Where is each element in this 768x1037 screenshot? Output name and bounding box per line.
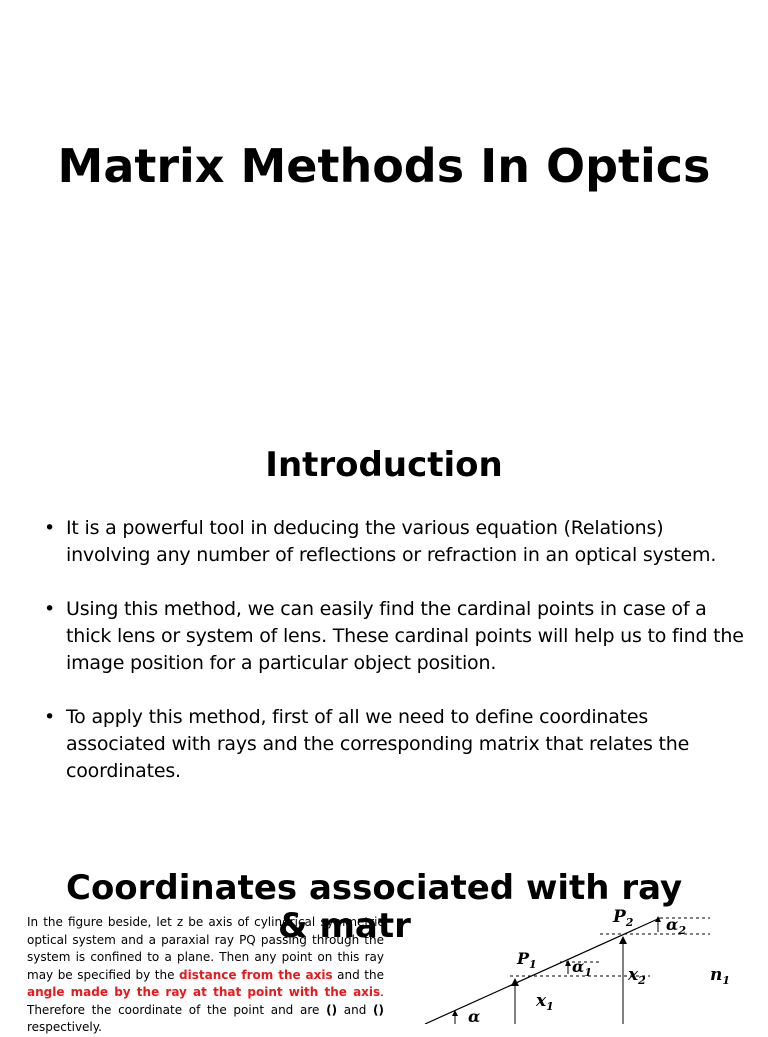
label-x2: $x_2$ xyxy=(628,965,646,987)
label-n1: $n_1$ xyxy=(710,965,731,987)
x2-arrowhead xyxy=(619,936,627,944)
page-title xyxy=(0,140,768,192)
para-text-1: In the figure beside, let z be axis of cylindrical symmetric optical system and a paraxial ray PQ passing through the system is confined to a plane. Then any point on this ray may be specified by the xyxy=(27,915,384,982)
para-text-3: . Therefore the coordinate of the point and are xyxy=(27,985,384,1017)
para-highlight-distance: distance from the axis xyxy=(179,967,333,982)
coordinates-section-title-line2: & matr xyxy=(278,906,411,946)
bullet-text: Using this method, we can easily find the cardinal points in case of a thick lens or system of lens. These cardinal points will help us to find the image position for a particular object position. xyxy=(66,598,744,674)
para-text-4: and xyxy=(337,1002,374,1017)
label-p1: $P_1$ xyxy=(517,949,537,971)
label-alpha1: $\alpha_1$ xyxy=(572,957,592,979)
page-title-text: Matrix Methods In Optics xyxy=(57,139,711,193)
para-text-2: and the xyxy=(332,967,385,982)
bullet-dot: • xyxy=(44,598,56,620)
alpha2-arrowhead xyxy=(655,916,661,922)
section-title: Introduction xyxy=(265,445,503,485)
bullet-dot: • xyxy=(44,517,56,539)
para-text-5: respectively. xyxy=(27,1020,102,1034)
bullet-item xyxy=(44,596,744,677)
coordinates-section-title: Coordinates associated with ray xyxy=(66,868,683,908)
para-paren-2: () xyxy=(373,1002,384,1017)
bullet-item xyxy=(44,704,744,785)
bullet-text: It is a powerful tool in deducing the various equation (Relations) involving any number of reflections or refraction in an optical system. xyxy=(66,517,717,566)
ray-diagram xyxy=(410,900,768,1024)
bullet-dot: • xyxy=(44,706,56,728)
label-p2: $P_2$ xyxy=(613,907,634,929)
bullet-list xyxy=(44,515,744,812)
para-highlight-angle: angle made by the ray at that point with the axis xyxy=(27,985,381,999)
bullet-text: To apply this method, first of all we need to define coordinates associated with rays and the corresponding matrix that relates the coordinates. xyxy=(66,706,690,782)
label-alpha: α xyxy=(468,1007,481,1024)
label-alpha2: $\alpha_2$ xyxy=(666,915,686,937)
label-x1: $x_1$ xyxy=(536,991,554,1013)
para-paren-1: () xyxy=(326,1002,338,1017)
bullet-item xyxy=(44,515,744,569)
